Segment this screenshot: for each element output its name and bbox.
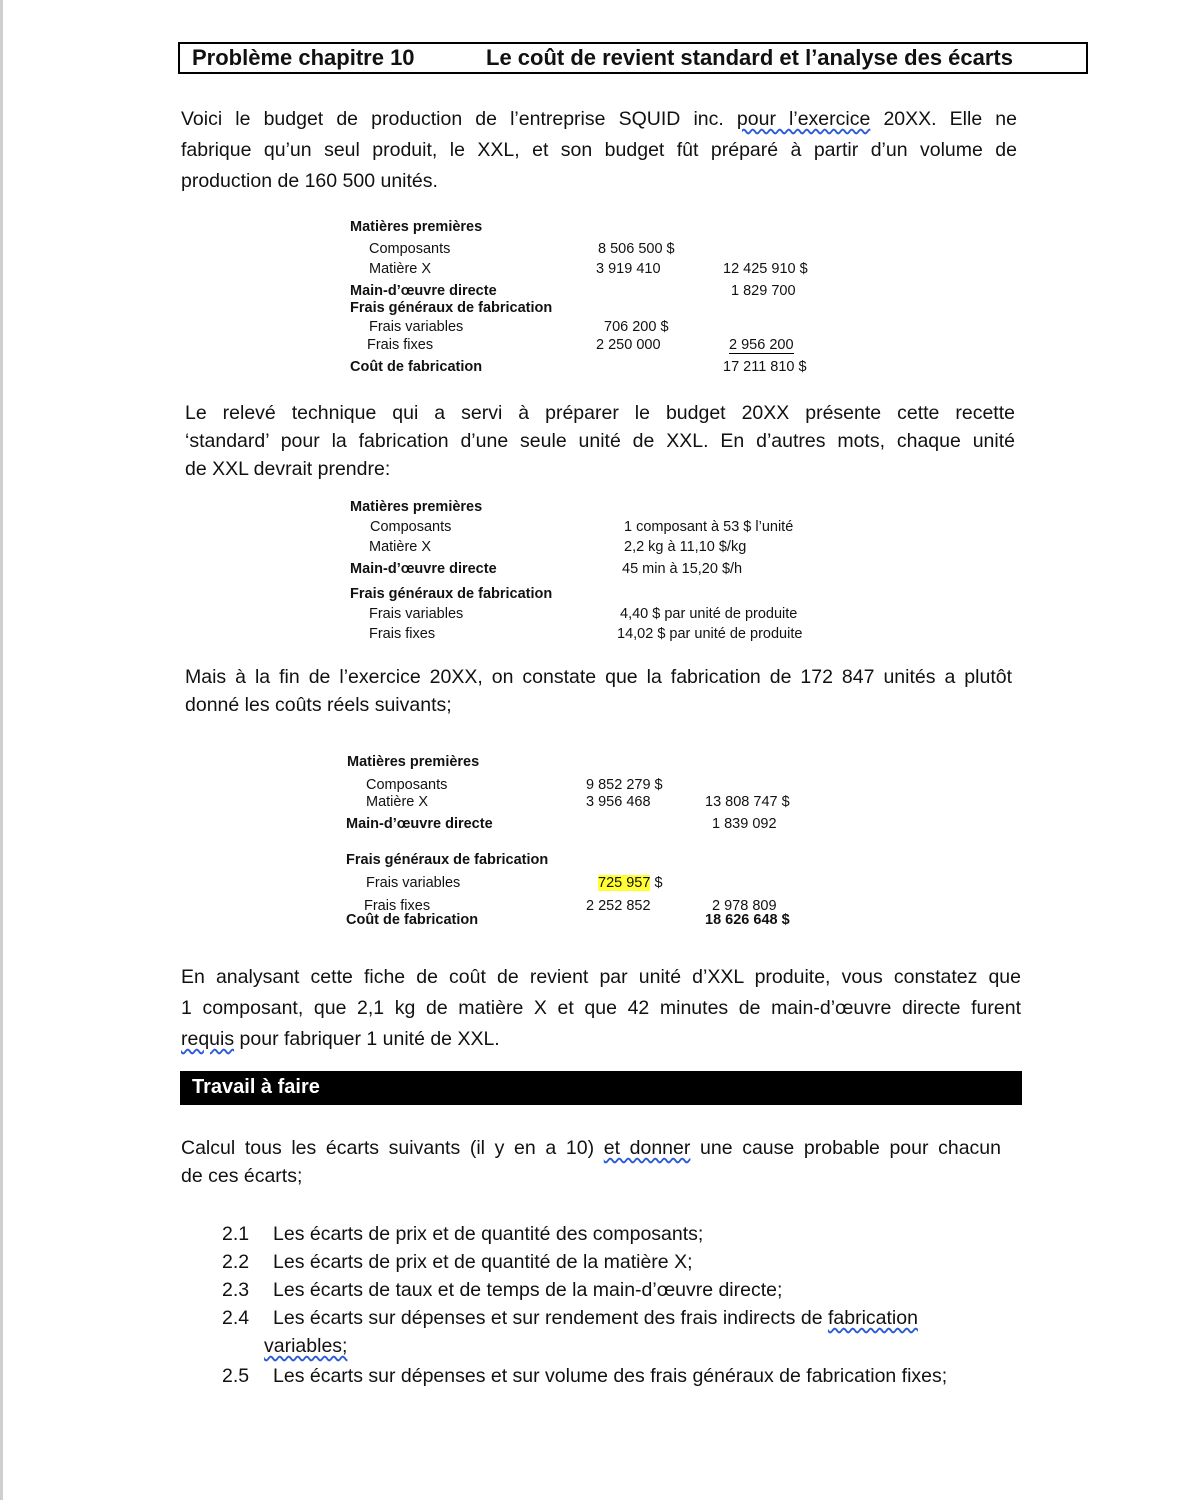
standard-material-x-value: 2,2 kg à 11,10 $/kg [624,539,747,555]
budget-components-value: 8 506 500 $ [598,241,675,257]
list-item-text: Les écarts sur dépenses et sur volume des frais généraux de fabrication fixes; [273,1365,948,1387]
budget-materials-total: 12 425 910 $ [723,261,808,277]
work-flagged-text[interactable]: et donner [603,1137,691,1159]
budget-fixed-value: 2 250 000 [596,337,661,353]
intro-line-3: production de 160 500 unités. [181,170,438,192]
list-item [222,1223,1022,1251]
budget-overhead-total: 2 956 200 [729,337,794,353]
chapter-title: Problème chapitre 10 [192,45,415,70]
analysis-text-b: pour fabriquer 1 unité de XXL. [239,1028,500,1050]
standard-direct-labour: Main-d’œuvre directe [350,561,497,577]
actual-direct-labour: Main-d’œuvre directe [346,816,493,832]
actual-total-label: Coût de fabrication [346,912,479,928]
intro-text-b: 20XX. Elle ne [883,108,1017,130]
work-text-a: Calcul tous les écarts suivants (il y en a 10) [181,1137,595,1159]
actual-raw-materials: Matières premières [347,754,480,770]
budget-direct-labour: Main-d’œuvre directe [350,283,497,299]
work-heading: Travail à faire [192,1076,320,1098]
actual-direct-labour-value: 1 839 092 [712,816,777,832]
list-item-number: 2.3 [222,1279,250,1301]
budget-fixed: Frais fixes [367,337,434,353]
intro-flagged-text[interactable]: pour l’exercice [736,108,871,130]
analysis-line-2: 1 composant, que 2,1 kg de matière X et que 42 minutes de main-d’œuvre directe furent [181,997,1021,1019]
actual-intro-line-1: Mais à la fin de l’exercice 20XX, on constate que la fabrication de 172 847 unités a plutôt [185,666,1012,688]
list-item [222,1251,1022,1279]
actual-fixed: Frais fixes [364,898,431,914]
actual-intro-paragraph [185,663,1012,719]
actual-material-x: Matière X [366,794,429,810]
standard-components-value: 1 composant à 53 $ l’unité [624,519,794,535]
standard-overhead: Frais généraux de fabrication [350,586,553,602]
actual-intro-line-2: donné les coûts réels suivants; [185,694,452,716]
list-item-text: Les écarts de prix et de quantité de la matière X; [273,1251,693,1273]
actual-variable: Frais variables [366,875,461,891]
standard-fixed: Frais fixes [369,626,436,642]
tech-line-2: ‘standard’ pour la fabrication d’une seule unité de XXL. En d’autres mots, chaque unité [185,430,1015,452]
standard-fixed-value: 14,02 $ par unité de produite [617,626,803,642]
actual-materials-total: 13 808 747 $ [705,794,790,810]
work-heading-bar [180,1071,1022,1105]
subject-title: Le coût de revient standard et l’analyse des écarts [486,45,1013,70]
budget-total-label: Coût de fabrication [350,359,483,375]
actual-components-value: 9 852 279 $ [586,777,663,793]
standard-variable-value: 4,40 $ par unité de produite [620,606,798,622]
list-item-text: Les écarts de prix et de quantité des composants; [273,1223,704,1245]
work-line-2: de ces écarts; [181,1165,303,1187]
intro-text-a: Voici le budget de production de l’entreprise SQUID inc. [181,108,724,130]
analysis-flagged-text[interactable]: requis [181,1028,235,1050]
actual-variable-value-group [598,875,663,891]
standard-material-x: Matière X [369,539,432,555]
analysis-line-1: En analysant cette fiche de coût de revient par unité d’XXL produite, vous constatez que [181,966,1021,988]
actual-overhead-total: 2 978 809 [712,898,777,914]
standard-direct-labour-value: 45 min à 15,20 $/h [622,561,743,577]
list-item-text-a: Les écarts sur dépenses et sur rendement des frais indirects de [273,1307,823,1329]
list-item-text [273,1307,918,1330]
list-item-number: 2.1 [222,1223,250,1245]
work-line-1 [181,1134,1001,1162]
actual-components: Composants [366,777,448,793]
intro-paragraph [181,104,1017,197]
budget-variable: Frais variables [369,319,464,335]
standard-variable: Frais variables [369,606,464,622]
budget-raw-materials: Matières premières [350,219,483,235]
list-item-continuation[interactable]: variables; [264,1335,348,1357]
list-item-text: Les écarts de taux et de temps de la main-d’œuvre directe; [273,1279,783,1301]
actual-variable-value: 725 957 [598,875,651,891]
budget-variable-value: 706 200 $ [604,319,669,335]
list-item [222,1365,1022,1393]
page-edge [0,0,3,1500]
actual-total-value: 18 626 648 $ [705,912,790,928]
standard-components: Composants [370,519,452,535]
list-item [222,1279,1022,1307]
title-box [178,42,1088,74]
actual-material-x-value: 3 956 468 [586,794,651,810]
list-item-number: 2.5 [222,1365,250,1387]
tech-paragraph [185,399,1015,483]
actual-variable-unit: $ [654,875,663,891]
budget-material-x: Matière X [369,261,432,277]
analysis-line-3 [181,1024,1021,1055]
work-text-b: une cause probable pour chacun [700,1137,1002,1159]
tech-line-3: de XXL devrait prendre: [185,458,391,480]
budget-total-value: 17 211 810 $ [723,359,807,375]
budget-material-x-value: 3 919 410 [596,261,661,277]
actual-fixed-value: 2 252 852 [586,898,651,914]
list-item-flagged-text[interactable]: fabrication [827,1307,918,1329]
list-item-number: 2.2 [222,1251,250,1273]
budget-components: Composants [369,241,451,257]
list-item-number: 2.4 [222,1307,250,1329]
budget-direct-labour-value: 1 829 700 [731,283,796,299]
list-item [222,1307,1022,1363]
budget-overhead: Frais généraux de fabrication [350,300,553,316]
actual-overhead: Frais généraux de fabrication [346,852,549,868]
intro-line-2: fabrique qu’un seul produit, le XXL, et son budget fût préparé à partir d’un volume de [181,139,1017,161]
analysis-paragraph [181,962,1021,1055]
tech-line-1: Le relevé technique qui a servi à préparer le budget 20XX présente cette recette [185,402,1015,424]
intro-line-1 [181,104,1017,135]
work-paragraph [181,1134,1001,1190]
standard-raw-materials: Matières premières [350,499,483,515]
